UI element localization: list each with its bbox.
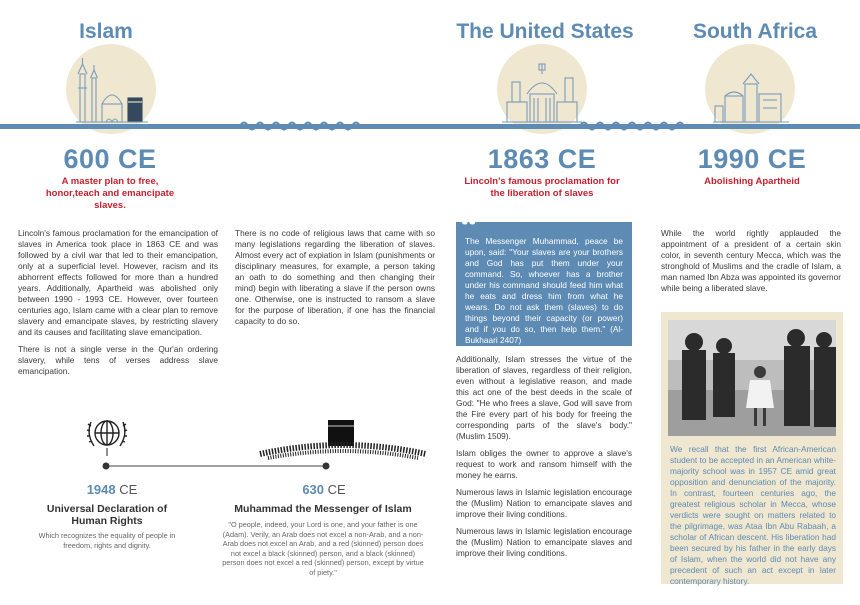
south-africa-skyline-icon — [705, 44, 795, 126]
muhammad-year — [282, 482, 366, 497]
muhammad-year-number: 630 — [302, 482, 325, 497]
col3-paragraph-4: Numerous laws in Islamic legislation encourage the (Muslim) Nation to emancipate slaves and improve their living conditions. — [456, 526, 632, 558]
subtitle-1990: Abolishing Apartheid — [704, 176, 800, 187]
col3-paragraph-2: Islam obliges the owner to approve a slave's request to work and ransom himself with the money he earns. — [456, 448, 632, 480]
historic-photo — [668, 320, 836, 436]
hadith-quote-text: The Messenger Muhammad, peace be upon, said: "Your slaves are your brothers and God has put them under your command. So, whoever has a brother under his command should feed him what he eats and dress him from what he wears. Do not ask them (slaves) to do things beyond their capacity (or power) and if you do so, then help them." (Al-Bukhaari 2407) — [465, 236, 623, 345]
column-3 — [456, 354, 632, 565]
muhammad-title: Muhammad the Messenger of Islam — [234, 503, 412, 515]
hadith-quote-box — [456, 222, 632, 346]
region-title-islam: Islam — [79, 20, 133, 43]
udhr-year-number: 1948 — [86, 482, 116, 497]
kaaba-crowd-icon — [258, 418, 428, 462]
column-1 — [18, 228, 218, 383]
mosque-skyline-icon — [66, 44, 156, 126]
capitol-skyline-icon — [497, 44, 587, 126]
udhr-description: Which recognizes the equality of people in freedom, rights and dignity. — [38, 531, 176, 550]
subtitle-600: A master plan to free, honor,teach and emancipate slaves. — [45, 176, 175, 211]
recall-text: We recall that the first African-American student to be accepted in an American white-majority school was in 1957 CE amid great opposition and denunciation of the majority. In contrast, fourteen centuries ago, the greatest religious scholar in Mecca, whose verdicts were sought on matters related to the pilgrimage, was Ataa Ibn Abu Rabaah, a scholar of African descent. His liberation had been secured by his father in the early days of Islam, when the world did not have any precedent of such an act except in later contemporary history. — [670, 444, 836, 586]
col1-paragraph-1: Lincoln's famous proclamation for the emancipation of slaves in America took place in 1863 CE and was followed by a civil war that led to their emancipation, only at a superficial level. However, racism and its abhorrent effects followed for more than a hundred years. Additionally, Apartheid was abolished only between 1990 - 1993 CE. However, over fourteen centuries ago, Islam came with a clear plan to remove slavery and emancipate slaves, by restricting slavery and its causes and facilitating slave emancipation. — [18, 228, 218, 337]
udhr-year — [70, 482, 154, 497]
subtitle-1863: Lincoln's famous proclamation for the liberation of slaves — [464, 176, 620, 199]
col3-paragraph-1: Additionally, Islam stresses the virtue of the liberation of slaves, regardless of their religion, even without a legislative reason, and made this act one of the best deeds in the scale of God: "He who frees a slave, God will save from the Fire every part of his body for freeing the corresponding parts of the slave's body." (Muslim 1509). — [456, 354, 632, 441]
year-600: 600 CE — [63, 144, 157, 174]
muhammad-year-suffix: CE — [324, 482, 346, 497]
region-title-us: The United States — [456, 20, 634, 43]
col3-paragraph-3: Numerous laws in Islamic legislation encourage the (Muslim) Nation to emancipate slaves and improve their living conditions. — [456, 487, 632, 519]
col1-paragraph-2: There is not a single verse in the Qur'an ordering slavery, while tens of verses address slave emancipation. — [18, 344, 218, 376]
sub-timeline-line — [100, 461, 332, 471]
column-4 — [661, 228, 841, 300]
un-emblem-icon — [82, 412, 132, 456]
udhr-title: Universal Declaration of Human Rights — [46, 503, 168, 527]
muhammad-description: "O people, indeed, your Lord is one, and your father is one (Adam). Verily, an Arab does not excel a non-Arab, and a non-Arab does not excel an Arab, and a red (skinned) person does not excel a black (skinned) person, and a black (skinned) person does not excel a red (skinned) person, except by virtue of piety." — [222, 520, 424, 577]
col4-paragraph-1: While the world rightly applauded the appointment of a president of a certain skin color, in seventh century Mecca, which was the stronghold of Muslims and the cradle of Islam, a man named Ibn Abza was appointed its governor while being a liberated slave. — [661, 228, 841, 293]
column-2 — [235, 228, 435, 333]
col2-paragraph-1: There is no code of religious laws that came with so many legislations regarding the liberation of slaves. Almost every act of expiation in Islam (punishments or disciplinary measures, for example, a person taking an oath to do something and then changing their mind) begin with liberating a slave if the person owns one. Otherwise, one is instructed to ransom a slave for the purpose of liberation, if one has the financial capacity to do so. — [235, 228, 435, 326]
udhr-year-suffix: CE — [115, 482, 138, 497]
quote-mark-icon: “ — [460, 208, 477, 245]
year-1863: 1863 CE — [487, 144, 597, 174]
year-1990: 1990 CE — [697, 144, 807, 174]
region-title-sa: South Africa — [692, 20, 818, 43]
timeline-waves — [0, 118, 860, 135]
